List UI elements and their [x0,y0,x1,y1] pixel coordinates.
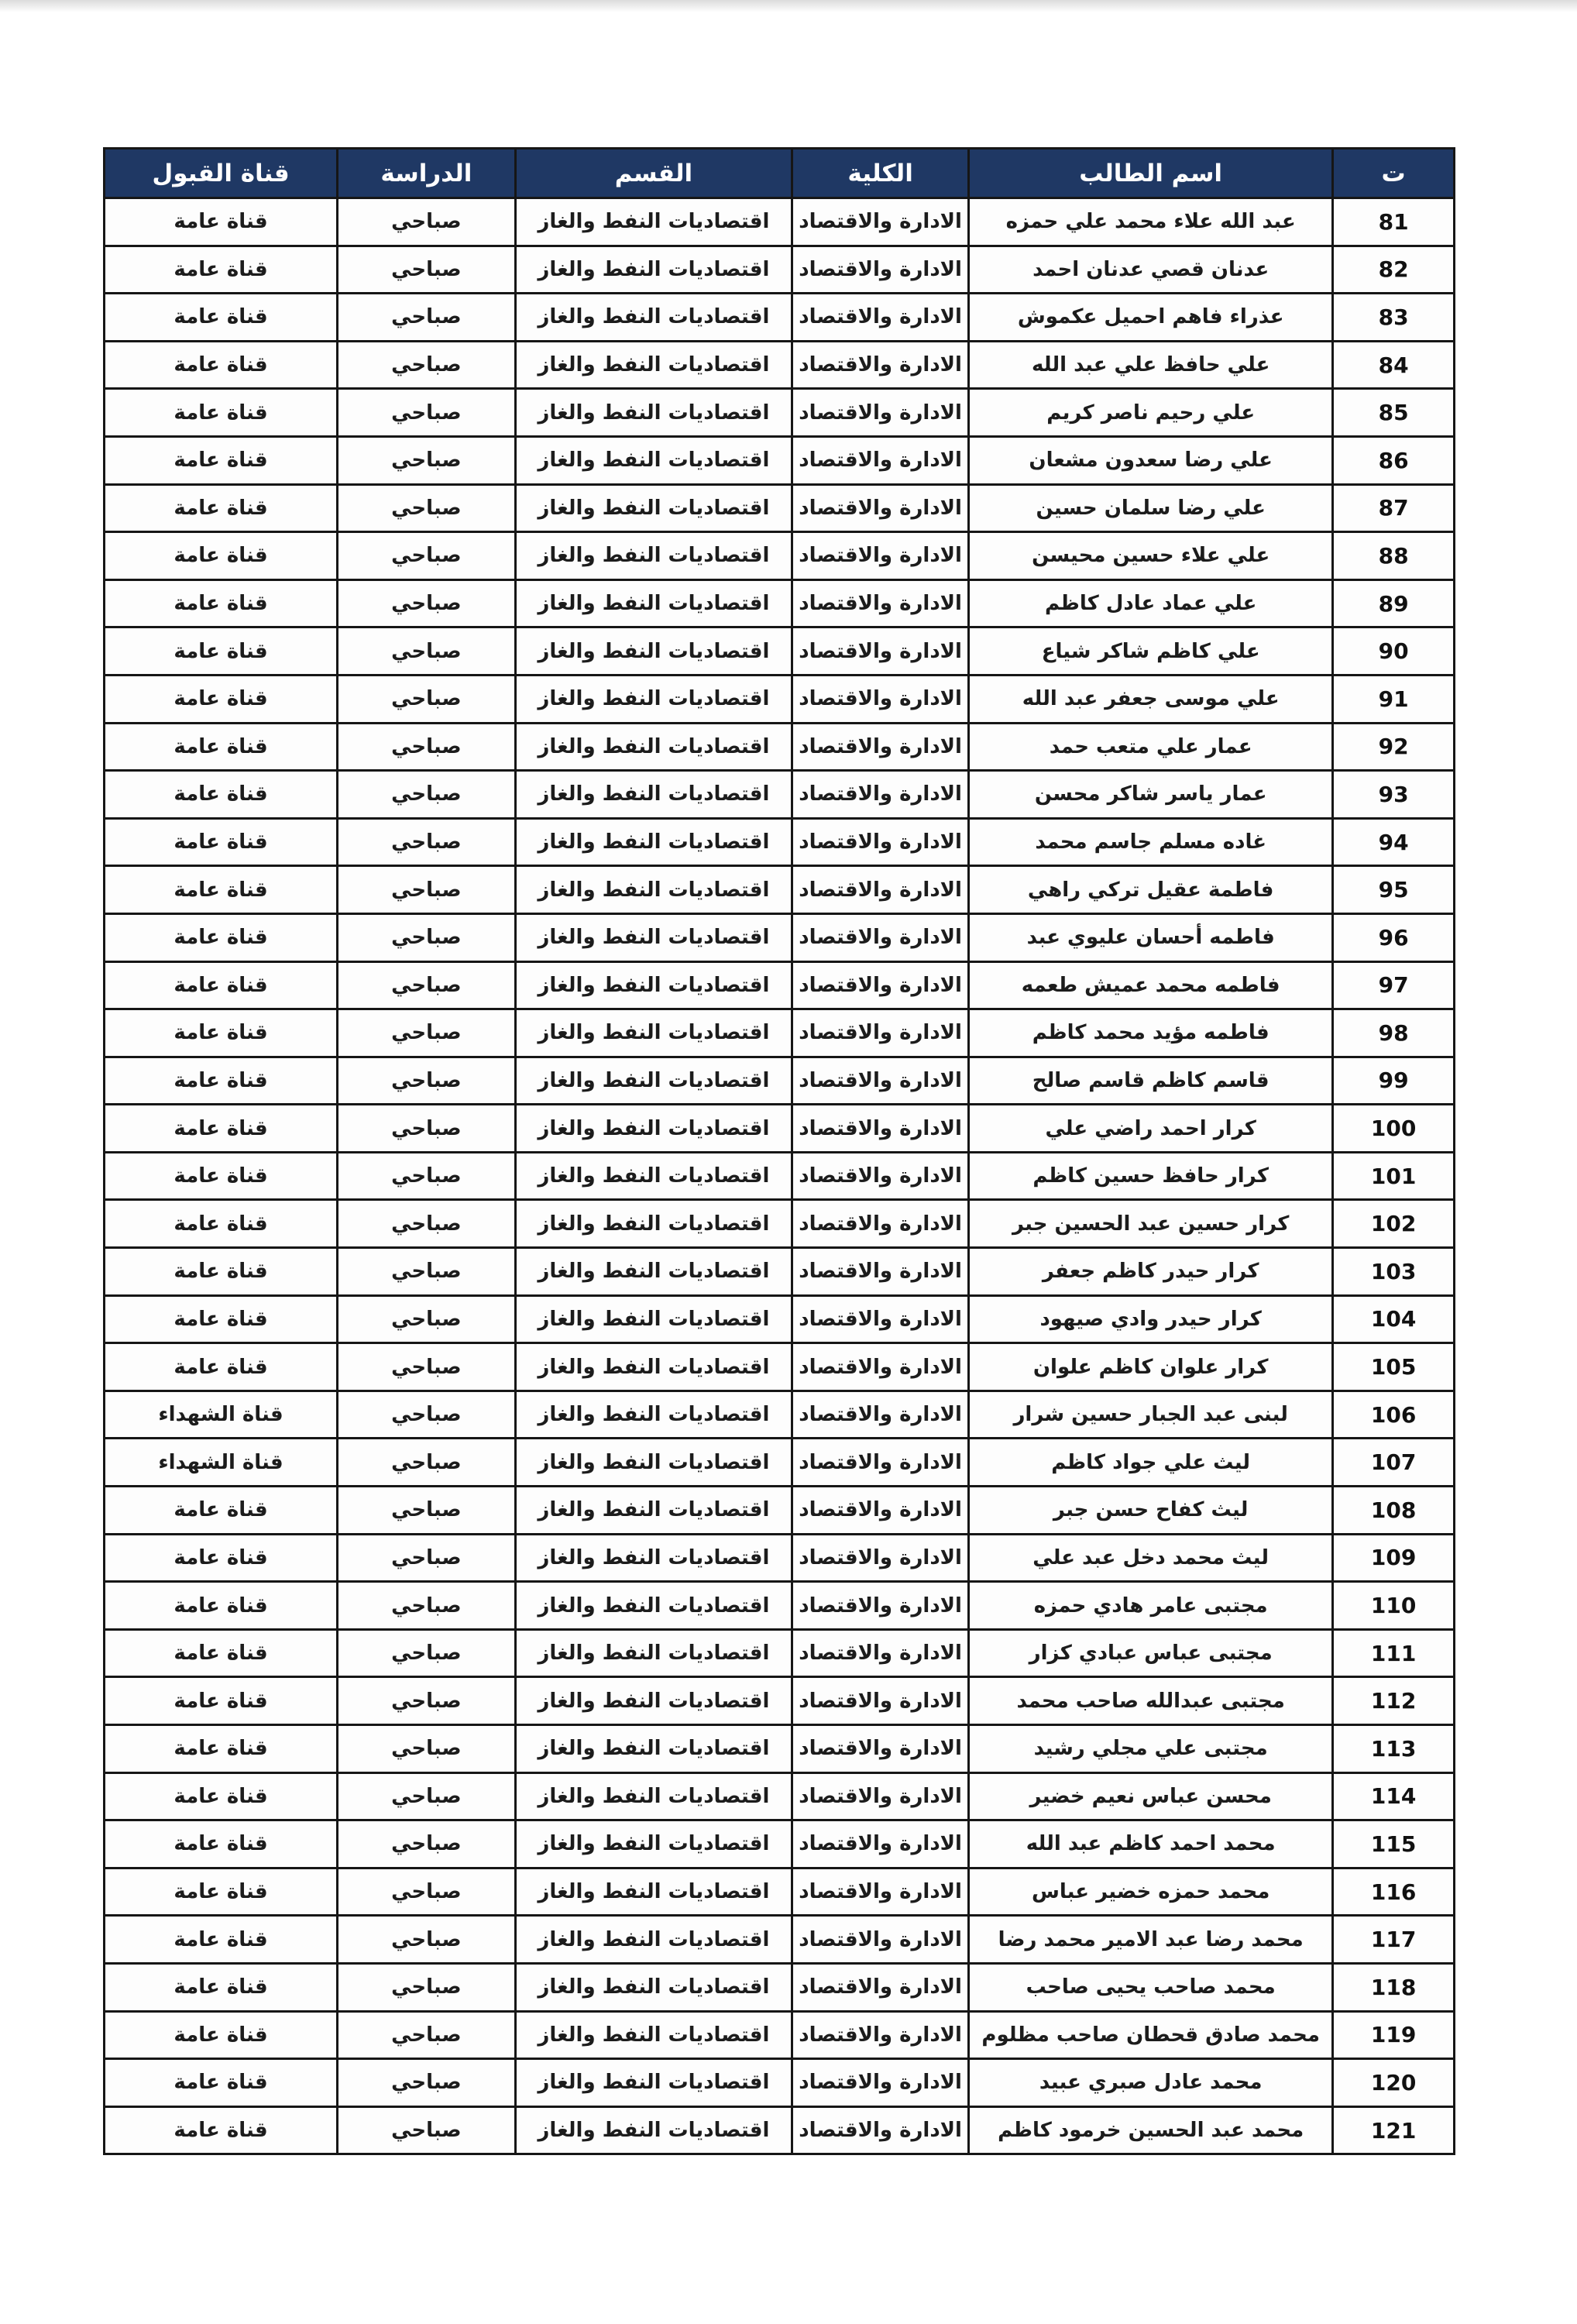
cell-department: اقتصاديات النفط والغاز [515,1487,792,1535]
cell-admission-channel: قناة عامة [105,1629,338,1677]
table-row [105,532,1455,580]
cell-study: صباحي [338,1582,516,1630]
cell-student-name: كرار حافظ حسين كاظم [969,1152,1333,1200]
table-row [105,818,1455,866]
cell-student-name: عمار ياسر شاكر محسن [969,771,1333,819]
cell-department: اقتصاديات النفط والغاز [515,1200,792,1248]
cell-serial: 112 [1333,1677,1455,1725]
cell-department: اقتصاديات النفط والغاز [515,771,792,819]
table-row [105,1963,1455,2011]
cell-serial: 85 [1333,389,1455,437]
cell-department: اقتصاديات النفط والغاز [515,294,792,342]
header-admission-channel: قناة القبول [105,149,338,198]
cell-serial: 107 [1333,1439,1455,1487]
table-row [105,1582,1455,1630]
table-row [105,675,1455,723]
cell-department: اقتصاديات النفط والغاز [515,1057,792,1105]
cell-student-name: ليث كفاح حسن جبر [969,1487,1333,1535]
header-serial: ت [1333,149,1455,198]
cell-department: اقتصاديات النفط والغاز [515,1534,792,1582]
cell-college: الادارة والاقتصاد [792,1963,969,2011]
cell-study: صباحي [338,1534,516,1582]
cell-serial: 93 [1333,771,1455,819]
cell-department: اقتصاديات النفط والغاز [515,198,792,246]
cell-study: صباحي [338,1629,516,1677]
cell-college: الادارة والاقتصاد [792,1677,969,1725]
cell-college: الادارة والاقتصاد [792,436,969,484]
cell-college: الادارة والاقتصاد [792,1152,969,1200]
table-row [105,341,1455,389]
cell-serial: 84 [1333,341,1455,389]
cell-study: صباحي [338,1391,516,1439]
cell-serial: 83 [1333,294,1455,342]
cell-student-name: فاطمة عقيل تركي راهي [969,866,1333,914]
cell-study: صباحي [338,1248,516,1296]
cell-department: اقتصاديات النفط والغاز [515,1009,792,1057]
cell-serial: 116 [1333,1868,1455,1916]
cell-college: الادارة والاقتصاد [792,1916,969,1964]
cell-admission-channel: قناة عامة [105,436,338,484]
table-row [105,246,1455,294]
cell-admission-channel: قناة عامة [105,1916,338,1964]
table-row [105,961,1455,1009]
cell-study: صباحي [338,198,516,246]
cell-department: اقتصاديات النفط والغاز [515,2011,792,2059]
cell-student-name: لبنى عبد الجبار حسين شرار [969,1391,1333,1439]
cell-admission-channel: قناة عامة [105,389,338,437]
cell-study: صباحي [338,675,516,723]
cell-admission-channel: قناة عامة [105,818,338,866]
cell-admission-channel: قناة عامة [105,1677,338,1725]
cell-serial: 94 [1333,818,1455,866]
cell-student-name: علي حافظ علي عبد الله [969,341,1333,389]
cell-college: الادارة والاقتصاد [792,341,969,389]
cell-admission-channel: قناة عامة [105,532,338,580]
cell-study: صباحي [338,627,516,676]
cell-admission-channel: قناة عامة [105,1295,338,1343]
cell-department: اقتصاديات النفط والغاز [515,675,792,723]
cell-serial: 117 [1333,1916,1455,1964]
cell-student-name: محمد عبد الحسين خرمود كاظم [969,2106,1333,2154]
cell-student-name: علي كاظم شاكر شياع [969,627,1333,676]
cell-college: الادارة والاقتصاد [792,1295,969,1343]
cell-college: الادارة والاقتصاد [792,198,969,246]
table-row [105,1629,1455,1677]
cell-admission-channel: قناة عامة [105,961,338,1009]
cell-student-name: كرار علوان كاظم علوان [969,1343,1333,1391]
cell-admission-channel: قناة عامة [105,1152,338,1200]
cell-department: اقتصاديات النفط والغاز [515,723,792,771]
cell-college: الادارة والاقتصاد [792,1582,969,1630]
cell-college: الادارة والاقتصاد [792,2059,969,2107]
cell-study: صباحي [338,484,516,532]
table-row [105,1295,1455,1343]
cell-serial: 114 [1333,1772,1455,1820]
cell-admission-channel: قناة الشهداء [105,1391,338,1439]
cell-admission-channel: قناة عامة [105,1868,338,1916]
cell-study: صباحي [338,771,516,819]
cell-student-name: علي موسى جعفر عبد الله [969,675,1333,723]
cell-department: اقتصاديات النفط والغاز [515,1916,792,1964]
header-row [105,149,1455,198]
cell-department: اقتصاديات النفط والغاز [515,1152,792,1200]
cell-department: اقتصاديات النفط والغاز [515,246,792,294]
students-table [103,147,1455,2155]
cell-study: صباحي [338,2059,516,2107]
cell-student-name: علي عماد عادل كاظم [969,579,1333,627]
table-row [105,1152,1455,1200]
cell-student-name: ليث علي جواد كاظم [969,1439,1333,1487]
cell-student-name: قاسم كاظم قاسم صالح [969,1057,1333,1105]
cell-admission-channel: قناة عامة [105,198,338,246]
cell-department: اقتصاديات النفط والغاز [515,1391,792,1439]
cell-college: الادارة والاقتصاد [792,1725,969,1773]
cell-study: صباحي [338,1725,516,1773]
table-row [105,1487,1455,1535]
cell-student-name: فاطمه مؤيد محمد كاظم [969,1009,1333,1057]
cell-admission-channel: قناة عامة [105,866,338,914]
cell-college: الادارة والاقتصاد [792,1391,969,1439]
cell-college: الادارة والاقتصاد [792,866,969,914]
cell-department: اقتصاديات النفط والغاز [515,2106,792,2154]
table-row [105,1725,1455,1773]
cell-department: اقتصاديات النفط والغاز [515,484,792,532]
cell-study: صباحي [338,1868,516,1916]
table-row [105,913,1455,961]
cell-student-name: عمار علي متعب حمد [969,723,1333,771]
cell-admission-channel: قناة عامة [105,2011,338,2059]
cell-college: الادارة والاقتصاد [792,1200,969,1248]
cell-student-name: علي رحيم ناصر كريم [969,389,1333,437]
cell-serial: 120 [1333,2059,1455,2107]
cell-college: الادارة والاقتصاد [792,532,969,580]
cell-student-name: عذراء فاهم احميل عكموش [969,294,1333,342]
cell-serial: 96 [1333,913,1455,961]
cell-college: الادارة والاقتصاد [792,675,969,723]
cell-admission-channel: قناة عامة [105,1534,338,1582]
cell-department: اقتصاديات النفط والغاز [515,2059,792,2107]
cell-admission-channel: قناة عامة [105,1057,338,1105]
cell-department: اقتصاديات النفط والغاز [515,436,792,484]
cell-student-name: علي رضا سلمان حسين [969,484,1333,532]
header-college: الكلية [792,149,969,198]
cell-college: الادارة والاقتصاد [792,2106,969,2154]
table-row [105,1391,1455,1439]
cell-serial: 110 [1333,1582,1455,1630]
cell-college: الادارة والاقتصاد [792,961,969,1009]
cell-student-name: مجتبى عباس عبادي كزار [969,1629,1333,1677]
cell-serial: 104 [1333,1295,1455,1343]
cell-serial: 106 [1333,1391,1455,1439]
table-row [105,389,1455,437]
cell-student-name: مجتبى عامر هادي حمزه [969,1582,1333,1630]
cell-study: صباحي [338,1487,516,1535]
cell-serial: 108 [1333,1487,1455,1535]
cell-serial: 121 [1333,2106,1455,2154]
cell-serial: 82 [1333,246,1455,294]
cell-department: اقتصاديات النفط والغاز [515,818,792,866]
cell-college: الادارة والاقتصاد [792,1534,969,1582]
cell-college: الادارة والاقتصاد [792,1868,969,1916]
cell-study: صباحي [338,1963,516,2011]
header-student-name: اسم الطالب [969,149,1333,198]
cell-student-name: كرار حيدر وادي صيهود [969,1295,1333,1343]
cell-student-name: عدنان قصي عدنان احمد [969,246,1333,294]
table-row [105,1200,1455,1248]
cell-serial: 115 [1333,1820,1455,1868]
cell-college: الادارة والاقتصاد [792,1439,969,1487]
cell-student-name: محمد صاحب يحيى صاحب [969,1963,1333,2011]
table-row [105,866,1455,914]
cell-student-name: محمد رضا عبد الامير محمد رضا [969,1916,1333,1964]
cell-serial: 111 [1333,1629,1455,1677]
cell-college: الادارة والاقتصاد [792,818,969,866]
cell-student-name: غاده مسلم جاسم محمد [969,818,1333,866]
cell-study: صباحي [338,2011,516,2059]
cell-student-name: مجتبى علي مجلي رشيد [969,1725,1333,1773]
table-body [105,198,1455,2154]
cell-department: اقتصاديات النفط والغاز [515,961,792,1009]
cell-serial: 92 [1333,723,1455,771]
cell-serial: 118 [1333,1963,1455,2011]
cell-study: صباحي [338,532,516,580]
cell-admission-channel: قناة عامة [105,1343,338,1391]
table-row [105,484,1455,532]
cell-admission-channel: قناة عامة [105,341,338,389]
cell-department: اقتصاديات النفط والغاز [515,913,792,961]
cell-college: الادارة والاقتصاد [792,2011,969,2059]
cell-study: صباحي [338,341,516,389]
table-row [105,1916,1455,1964]
cell-study: صباحي [338,1200,516,1248]
table-row [105,1820,1455,1868]
cell-department: اقتصاديات النفط والغاز [515,1629,792,1677]
cell-department: اقتصاديات النفط والغاز [515,389,792,437]
cell-admission-channel: قناة عامة [105,771,338,819]
cell-department: اقتصاديات النفط والغاز [515,532,792,580]
cell-student-name: محسن عباس نعيم خضير [969,1772,1333,1820]
table-row [105,1057,1455,1105]
cell-college: الادارة والاقتصاد [792,1343,969,1391]
cell-admission-channel: قناة عامة [105,1820,338,1868]
cell-admission-channel: قناة عامة [105,1582,338,1630]
cell-serial: 103 [1333,1248,1455,1296]
cell-study: صباحي [338,246,516,294]
cell-serial: 119 [1333,2011,1455,2059]
cell-admission-channel: قناة عامة [105,1009,338,1057]
cell-study: صباحي [338,1916,516,1964]
table-row [105,1534,1455,1582]
cell-serial: 90 [1333,627,1455,676]
cell-admission-channel: قناة عامة [105,294,338,342]
cell-serial: 87 [1333,484,1455,532]
cell-student-name: محمد احمد كاظم عبد الله [969,1820,1333,1868]
cell-college: الادارة والاقتصاد [792,913,969,961]
cell-serial: 95 [1333,866,1455,914]
cell-study: صباحي [338,866,516,914]
cell-college: الادارة والاقتصاد [792,1629,969,1677]
table-row [105,1009,1455,1057]
table-row [105,2106,1455,2154]
cell-student-name: فاطمه أحسان عليوي عبد [969,913,1333,961]
cell-student-name: محمد حمزه خضير عباس [969,1868,1333,1916]
cell-study: صباحي [338,961,516,1009]
table-row [105,1868,1455,1916]
cell-study: صباحي [338,1152,516,1200]
cell-serial: 88 [1333,532,1455,580]
cell-department: اقتصاديات النفط والغاز [515,579,792,627]
cell-admission-channel: قناة عامة [105,627,338,676]
cell-student-name: عبد الله علاء محمد علي حمزه [969,198,1333,246]
cell-department: اقتصاديات النفط والغاز [515,627,792,676]
table-row [105,1105,1455,1153]
cell-department: اقتصاديات النفط والغاز [515,1582,792,1630]
cell-study: صباحي [338,818,516,866]
cell-student-name: كرار حسين عبد الحسين جبر [969,1200,1333,1248]
cell-serial: 105 [1333,1343,1455,1391]
cell-college: الادارة والاقتصاد [792,1487,969,1535]
cell-serial: 109 [1333,1534,1455,1582]
header-study: الدراسة [338,149,516,198]
cell-department: اقتصاديات النفط والغاز [515,1248,792,1296]
cell-admission-channel: قناة عامة [105,246,338,294]
cell-study: صباحي [338,2106,516,2154]
cell-admission-channel: قناة عامة [105,723,338,771]
cell-college: الادارة والاقتصاد [792,246,969,294]
table-row [105,2059,1455,2107]
cell-admission-channel: قناة الشهداء [105,1439,338,1487]
cell-serial: 100 [1333,1105,1455,1153]
cell-student-name: علي رضا سعدون مشعان [969,436,1333,484]
cell-admission-channel: قناة عامة [105,1772,338,1820]
cell-college: الادارة والاقتصاد [792,294,969,342]
table-row [105,723,1455,771]
cell-serial: 81 [1333,198,1455,246]
table-row [105,1677,1455,1725]
cell-college: الادارة والاقتصاد [792,723,969,771]
cell-admission-channel: قناة عامة [105,675,338,723]
cell-department: اقتصاديات النفط والغاز [515,866,792,914]
table-row [105,627,1455,676]
cell-admission-channel: قناة عامة [105,1105,338,1153]
cell-serial: 89 [1333,579,1455,627]
cell-college: الادارة والاقتصاد [792,579,969,627]
cell-admission-channel: قناة عامة [105,1248,338,1296]
cell-student-name: فاطمه محمد عميش طعمه [969,961,1333,1009]
table-row [105,436,1455,484]
cell-admission-channel: قناة عامة [105,1200,338,1248]
cell-student-name: علي علاء حسين محيسن [969,532,1333,580]
cell-department: اقتصاديات النفط والغاز [515,1295,792,1343]
cell-department: اقتصاديات النفط والغاز [515,1868,792,1916]
cell-admission-channel: قناة عامة [105,1725,338,1773]
cell-department: اقتصاديات النفط والغاز [515,1105,792,1153]
cell-study: صباحي [338,1295,516,1343]
cell-serial: 102 [1333,1200,1455,1248]
cell-admission-channel: قناة عامة [105,913,338,961]
cell-admission-channel: قناة عامة [105,579,338,627]
table-row [105,1248,1455,1296]
cell-department: اقتصاديات النفط والغاز [515,1963,792,2011]
cell-college: الادارة والاقتصاد [792,1009,969,1057]
cell-department: اقتصاديات النفط والغاز [515,1820,792,1868]
cell-college: الادارة والاقتصاد [792,484,969,532]
cell-study: صباحي [338,1439,516,1487]
cell-college: الادارة والاقتصاد [792,1057,969,1105]
cell-admission-channel: قناة عامة [105,484,338,532]
table-row [105,1343,1455,1391]
cell-admission-channel: قناة عامة [105,2059,338,2107]
cell-college: الادارة والاقتصاد [792,1248,969,1296]
cell-student-name: محمد صادق قحطان صاحب مظلوم [969,2011,1333,2059]
cell-study: صباحي [338,294,516,342]
cell-college: الادارة والاقتصاد [792,1820,969,1868]
cell-serial: 101 [1333,1152,1455,1200]
cell-study: صباحي [338,1772,516,1820]
table-row [105,579,1455,627]
cell-serial: 86 [1333,436,1455,484]
table-row [105,771,1455,819]
cell-admission-channel: قناة عامة [105,1963,338,2011]
cell-admission-channel: قناة عامة [105,2106,338,2154]
cell-study: صباحي [338,913,516,961]
table-header [105,149,1455,198]
cell-study: صباحي [338,1343,516,1391]
cell-serial: 113 [1333,1725,1455,1773]
cell-college: الادارة والاقتصاد [792,771,969,819]
cell-student-name: ليث محمد دخل عبد علي [969,1534,1333,1582]
table-row [105,1439,1455,1487]
cell-college: الادارة والاقتصاد [792,1772,969,1820]
cell-study: صباحي [338,579,516,627]
cell-study: صباحي [338,1820,516,1868]
table-row [105,2011,1455,2059]
cell-serial: 98 [1333,1009,1455,1057]
table-row [105,294,1455,342]
cell-student-name: كرار حيدر كاظم جعفر [969,1248,1333,1296]
cell-study: صباحي [338,1105,516,1153]
cell-serial: 91 [1333,675,1455,723]
cell-study: صباحي [338,436,516,484]
table-row [105,198,1455,246]
cell-study: صباحي [338,723,516,771]
cell-college: الادارة والاقتصاد [792,389,969,437]
cell-serial: 99 [1333,1057,1455,1105]
cell-department: اقتصاديات النفط والغاز [515,1439,792,1487]
cell-study: صباحي [338,1009,516,1057]
cell-study: صباحي [338,1057,516,1105]
cell-college: الادارة والاقتصاد [792,627,969,676]
cell-study: صباحي [338,1677,516,1725]
cell-student-name: محمد عادل صبري عبيد [969,2059,1333,2107]
cell-student-name: مجتبى عبدالله صاحب محمد [969,1677,1333,1725]
cell-study: صباحي [338,389,516,437]
cell-department: اقتصاديات النفط والغاز [515,1677,792,1725]
cell-college: الادارة والاقتصاد [792,1105,969,1153]
cell-department: اقتصاديات النفط والغاز [515,1725,792,1773]
cell-admission-channel: قناة عامة [105,1487,338,1535]
table-row [105,1772,1455,1820]
cell-department: اقتصاديات النفط والغاز [515,1772,792,1820]
header-department: القسم [515,149,792,198]
cell-department: اقتصاديات النفط والغاز [515,1343,792,1391]
cell-department: اقتصاديات النفط والغاز [515,341,792,389]
cell-student-name: كرار احمد راضي علي [969,1105,1333,1153]
cell-serial: 97 [1333,961,1455,1009]
